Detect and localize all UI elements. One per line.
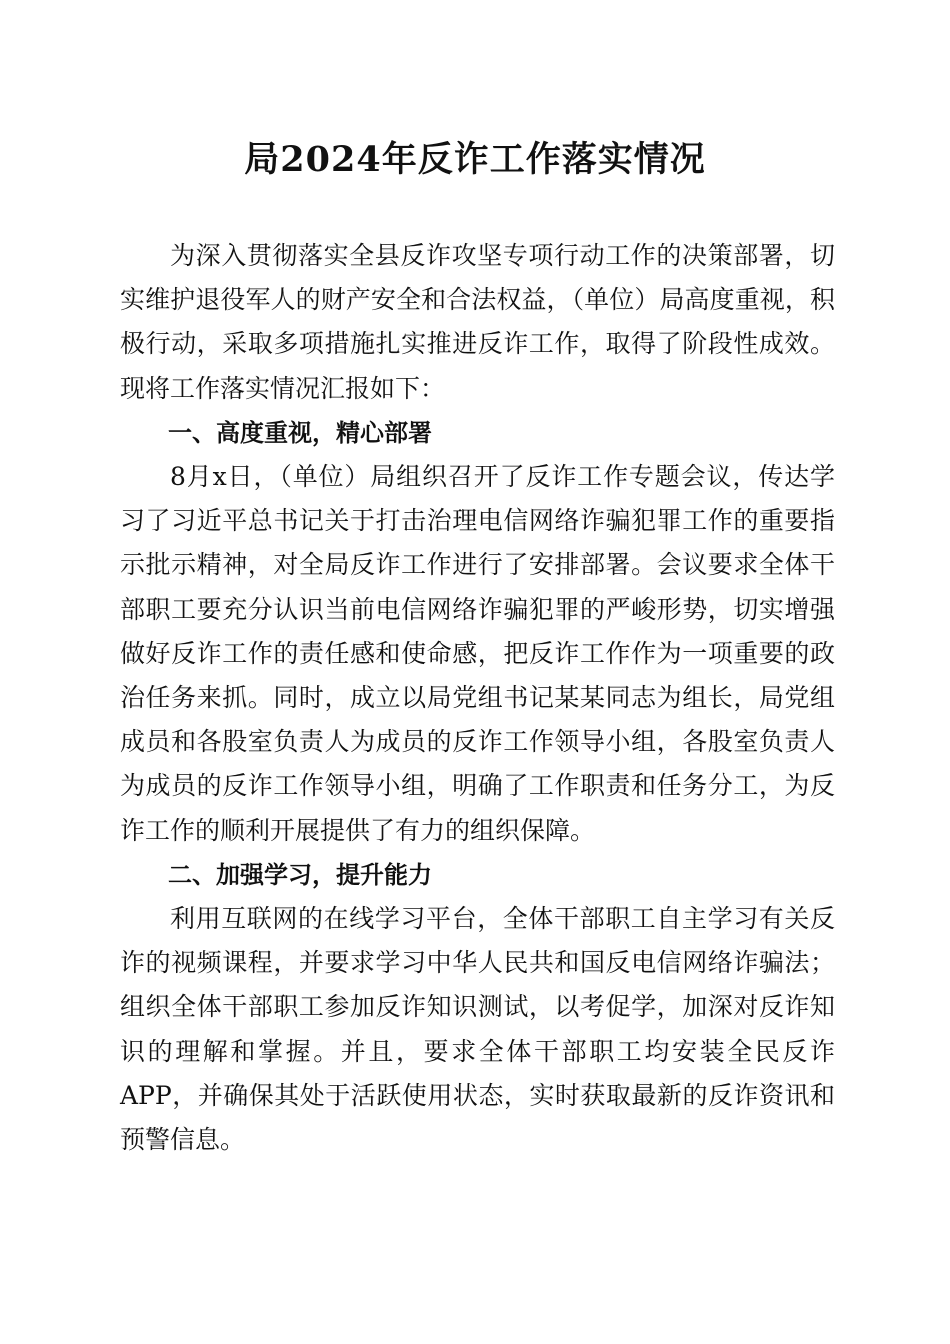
document-body <box>120 234 835 1162</box>
section-heading: 二、加强学习，提升能力 <box>168 860 432 889</box>
section-paragraph: 利用互联网的在线学习平台，全体干部职工自主学习有关反诈的视频课程，并要求学习中华人民共和国反电信网络诈骗法；组织全体干部职工参加反诈知识测试，以考促学，加深对反诈知识的理解和掌握。并且，要求全体干部职工均安装全民反诈APP，并确保其处于活跃使用状态，实时获取最新的反诈资讯和预警信息。 <box>120 904 835 1155</box>
section-paragraph: 8月x日，（单位）局组织召开了反诈工作专题会议，传达学习了习近平总书记关于打击治理电信网络诈骗犯罪工作的重要指示批示精神，对全局反诈工作进行了安排部署。会议要求全体干部职工要充分认识当前电信网络诈骗犯罪的严峻形势，切实增强做好反诈工作的责任感和使命感，把反诈工作作为一项重要的政治任务来抓。同时，成立以局党组书记某某同志为组长，局党组成员和各股室负责人为成员的反诈工作领导小组，各股室负责人为成员的反诈工作领导小组，明确了工作职责和任务分工，为反诈工作的顺利开展提供了有力的组织保障。 <box>120 462 835 845</box>
intro-paragraph: 为深入贯彻落实全县反诈攻坚专项行动工作的决策部署，切实维护退役军人的财产安全和合法权益，（单位）局高度重视，积极行动，采取多项措施扎实推进反诈工作，取得了阶段性成效。现将工作落实情况汇报如下： <box>120 241 835 403</box>
document-title: 局2024年反诈工作落实情况 <box>244 139 706 180</box>
section-heading: 一、高度重视，精心部署 <box>168 418 432 447</box>
